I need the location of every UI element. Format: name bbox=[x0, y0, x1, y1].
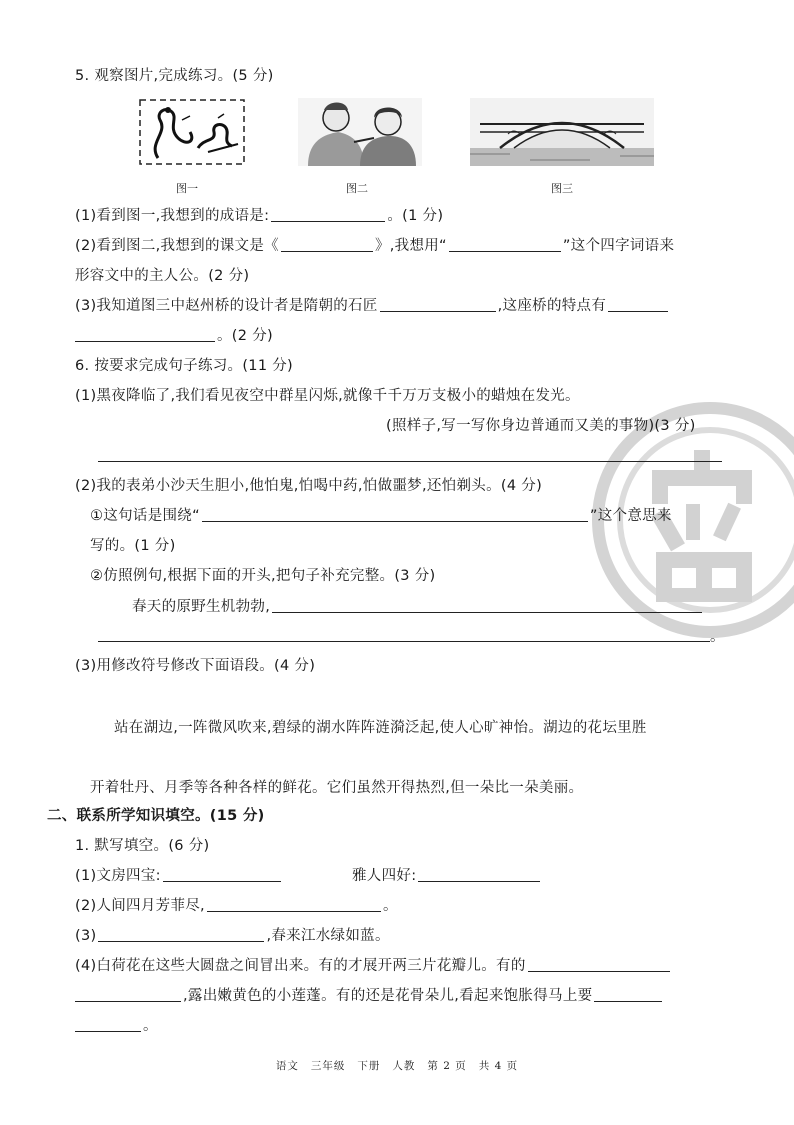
caption-picture-2: 图二 bbox=[346, 182, 368, 195]
q6-part2-period: 。 bbox=[710, 629, 725, 645]
answer-blank[interactable] bbox=[272, 598, 702, 613]
answer-blank[interactable] bbox=[75, 1017, 141, 1032]
sec2-line4: (4)白荷花在这些大圆盘之间冒出来。有的才展开两三片花瓣儿。有的 bbox=[75, 956, 672, 976]
answer-line[interactable] bbox=[98, 641, 710, 642]
q6-part3: (3)用修改符号修改下面语段。(4 分) bbox=[75, 658, 316, 674]
sec2-line4-cont: ,露出嫩黄色的小莲蓬。有的还是花骨朵儿,看起来饱胀得马上要 bbox=[75, 986, 664, 1006]
answer-blank[interactable] bbox=[75, 987, 181, 1002]
q6-part2-sub1: ①这句话是围绕“ ”这个意思来 bbox=[90, 508, 672, 524]
sec2-line4-end: 。 bbox=[75, 1016, 158, 1036]
picture-two-people-drawing-icon bbox=[298, 98, 422, 166]
sec2-line1b: 雅人四好: bbox=[352, 866, 542, 886]
section-2-title: 二、联系所学知识填空。(15 分) bbox=[47, 808, 265, 824]
picture-snake-drawing-icon bbox=[138, 98, 246, 166]
answer-blank[interactable] bbox=[75, 327, 215, 342]
q5-part3: (3)我知道图三中赵州桥的设计者是隋朝的石匠 ,这座桥的特点有 bbox=[75, 296, 670, 316]
q6-part1-example: (1)黑夜降临了,我们看见夜空中群星闪烁,就像千千万万支极小的蜡烛在发光。 bbox=[75, 388, 580, 404]
caption-picture-1: 图一 bbox=[176, 182, 198, 195]
answer-blank[interactable] bbox=[608, 297, 668, 312]
answer-blank[interactable] bbox=[449, 237, 561, 252]
answer-blank[interactable] bbox=[380, 297, 496, 312]
q5-part2-cont: 形容文中的主人公。(2 分) bbox=[75, 268, 250, 284]
q6-part2-sub1-cont: 写的。(1 分) bbox=[90, 538, 176, 554]
answer-line[interactable] bbox=[98, 461, 722, 462]
sec2-q1-title: 1. 默写填空。(6 分) bbox=[75, 838, 210, 854]
answer-blank[interactable] bbox=[163, 867, 281, 882]
answer-blank[interactable] bbox=[202, 507, 588, 522]
answer-blank[interactable] bbox=[528, 957, 670, 972]
picture-stone-bridge-drawing-icon bbox=[470, 98, 654, 166]
answer-blank[interactable] bbox=[594, 987, 662, 1002]
q6-part2-sub2: ②仿照例句,根据下面的开头,把句子补充完整。(3 分) bbox=[90, 568, 436, 584]
answer-blank[interactable] bbox=[271, 207, 385, 222]
q6-part3-passage-line1: 站在湖边,一阵微风吹来,碧绿的湖水阵阵涟漪泛起,使人心旷神怡。湖边的花坛里胜 bbox=[114, 720, 647, 736]
q6-title: 6. 按要求完成句子练习。(11 分) bbox=[75, 358, 294, 374]
sec2-line2: (2)人间四月芳菲尽, 。 bbox=[75, 898, 398, 914]
q6-part2: (2)我的表弟小沙天生胆小,他怕鬼,怕喝中药,怕做噩梦,还怕剃头。(4 分) bbox=[75, 478, 543, 494]
answer-blank[interactable] bbox=[207, 897, 381, 912]
q5-part3-cont: 。(2 分) bbox=[75, 326, 273, 346]
q5-title: 5. 观察图片,完成练习。(5 分) bbox=[75, 68, 274, 84]
caption-picture-3: 图三 bbox=[551, 182, 573, 195]
sec2-line3: (3) ,春来江水绿如蓝。 bbox=[75, 928, 390, 944]
page-footer: 语文 三年级 下册 人教 第 2 页 共 4 页 bbox=[275, 1060, 519, 1072]
answer-blank[interactable] bbox=[281, 237, 373, 252]
answer-blank[interactable] bbox=[98, 927, 264, 942]
q6-part2-sub2-start: 春天的原野生机勃勃, bbox=[132, 597, 704, 617]
q6-part3-passage-line2: 开着牡丹、月季等各种各样的鲜花。它们虽然开得热烈,但一朵比一朵美丽。 bbox=[90, 780, 584, 796]
sec2-line1: (1)文房四宝: bbox=[75, 866, 283, 886]
answer-blank[interactable] bbox=[418, 867, 540, 882]
q5-part2: (2)看到图二,我想到的课文是《 》,我想用“ ”这个四字词语来 bbox=[75, 238, 675, 254]
q5-part1: (1)看到图一,我想到的成语是: 。(1 分) bbox=[75, 208, 444, 224]
q6-part1-instruction: (照样子,写一写你身边普通而又美的事物)(3 分) bbox=[386, 418, 696, 434]
